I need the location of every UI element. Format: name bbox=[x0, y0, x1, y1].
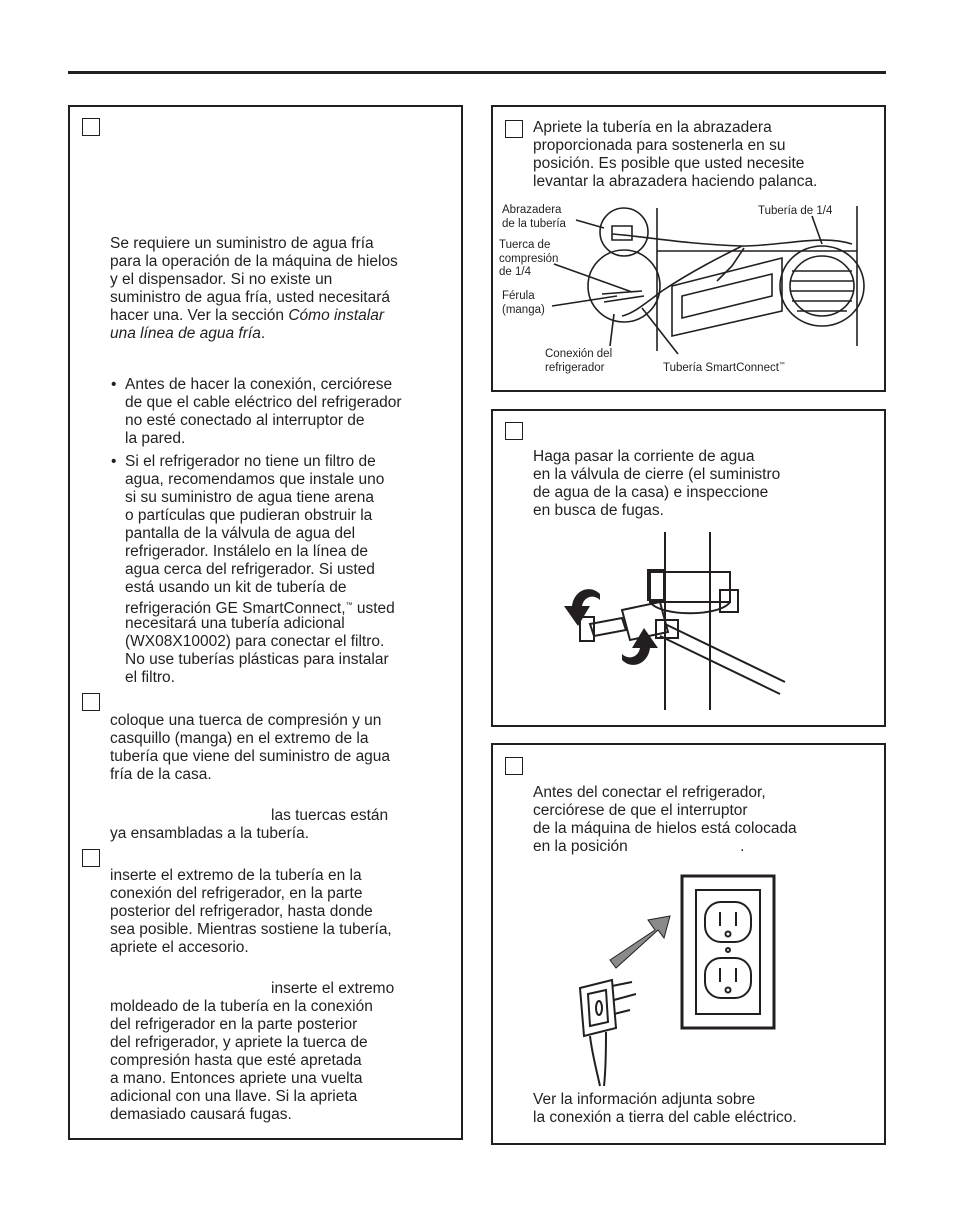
step2-line: fría de la casa. bbox=[110, 766, 212, 783]
step3-line: sea posible. Mientras sostiene la tubería, bbox=[110, 921, 392, 938]
tube-quarter-label: Tubería de 1/4 bbox=[758, 205, 833, 217]
period: . bbox=[260, 325, 266, 342]
plug-text-line: cerciórese de que el interruptor bbox=[533, 802, 748, 819]
step2-note: las tuercas están bbox=[271, 807, 389, 824]
bullet1-line: la pared. bbox=[125, 430, 186, 447]
step3-line: conexión del refrigerador, en la parte bbox=[110, 885, 363, 902]
bullet2-text: refrigeración GE SmartConnect, bbox=[125, 600, 346, 618]
top-rule bbox=[68, 71, 886, 74]
intro-line: y el dispensador. Si no existe un bbox=[110, 271, 333, 288]
compression-nut-label: Tuerca de compresión de 1/4 bbox=[499, 239, 559, 278]
intro-line: para la operación de la máquina de hielos bbox=[110, 253, 398, 270]
step-checkbox-1[interactable] bbox=[82, 118, 100, 136]
smartconnect-text: Tubería SmartConnect bbox=[663, 361, 779, 374]
section-reference: Cómo instalar bbox=[288, 307, 384, 324]
step-checkbox-4[interactable] bbox=[505, 120, 523, 138]
clamp-text-line: levantar la abrazadera haciendo palanca. bbox=[533, 173, 818, 190]
smartconnect-label bbox=[663, 359, 785, 375]
bullet2-line: Si el refrigerador no tiene un filtro de bbox=[125, 453, 376, 470]
step2-line: tubería que viene del suministro de agua bbox=[110, 748, 391, 765]
bullet2-line: (WX08X10002) para conectar el filtro. bbox=[125, 633, 385, 650]
bullet2-line: refrigerador. Instálelo en la línea de bbox=[125, 543, 368, 560]
plug-footer-line: la conexión a tierra del cable eléctrico. bbox=[533, 1109, 797, 1126]
bullet2-line: o partículas que pudieran obstruir la bbox=[125, 507, 373, 524]
intro-text: hacer una. Ver la sección bbox=[110, 307, 289, 324]
step-checkbox-2[interactable] bbox=[82, 693, 100, 711]
bullet1-line: de que el cable eléctrico del refrigerador bbox=[125, 394, 402, 411]
clamp-label: Abrazadera de la tubería bbox=[502, 204, 566, 230]
refrigerator-connection-label: Conexión del refrigerador bbox=[545, 348, 613, 374]
step3b-line: del refrigerador, y apriete la tuerca de bbox=[110, 1034, 368, 1051]
step3b-line: inserte el extremo bbox=[271, 980, 395, 997]
bullet2-line: agua, recomendamos que instale uno bbox=[125, 471, 385, 488]
bullet2-line: el filtro. bbox=[125, 669, 175, 686]
step3b-line: a mano. Entonces apriete una vuelta bbox=[110, 1070, 363, 1087]
step-checkbox-6[interactable] bbox=[505, 757, 523, 775]
bullet2-line: No use tuberías plásticas para instalar bbox=[125, 651, 389, 668]
bullet2-line: pantalla de la válvula de agua del bbox=[125, 525, 356, 542]
bullet2-line: agua cerca del refrigerador. Si usted bbox=[125, 561, 375, 578]
step3-line: posterior del refrigerador, hasta donde bbox=[110, 903, 373, 920]
plug-text-line bbox=[533, 838, 744, 856]
step2-note: ya ensambladas a la tubería. bbox=[110, 825, 310, 842]
trademark-mark: ™ bbox=[778, 362, 785, 368]
step2-line: coloque una tuerca de compresión y un bbox=[110, 712, 382, 729]
bullet2-text: usted bbox=[352, 600, 395, 618]
bullet-marker: • bbox=[111, 453, 117, 470]
step2-line: casquillo (manga) en el extremo de la bbox=[110, 730, 369, 747]
step3b-line: adicional con una llave. Si la aprieta bbox=[110, 1088, 358, 1105]
step3b-line: del refrigerador en la parte posterior bbox=[110, 1016, 358, 1033]
step3-line: inserte el extremo de la tubería en la bbox=[110, 867, 362, 884]
bullet2-line: si su suministro de agua tiene arena bbox=[125, 489, 375, 506]
shutoff-valve-illustration bbox=[560, 532, 790, 712]
bullet1-line: no esté conectado al interruptor de bbox=[125, 412, 365, 429]
clamp-text-line: posición. Es posible que usted necesite bbox=[533, 155, 805, 172]
intro-line-with-link bbox=[110, 307, 384, 325]
clamp-text-line: Apriete la tubería en la abrazadera bbox=[533, 119, 772, 136]
intro-line: Se requiere un suministro de agua fría bbox=[110, 235, 374, 252]
bullet-marker: • bbox=[111, 376, 117, 393]
water-text-line: en busca de fugas. bbox=[533, 502, 664, 519]
plug-text: en la posición bbox=[533, 838, 633, 855]
bullet2-line: necesitará una tubería adicional bbox=[125, 615, 345, 632]
step3-line: apriete el accesorio. bbox=[110, 939, 249, 956]
step-checkbox-5[interactable] bbox=[505, 422, 523, 440]
water-text-line: Haga pasar la corriente de agua bbox=[533, 448, 755, 465]
bullet1-line: Antes de hacer la conexión, cerciórese bbox=[125, 376, 393, 393]
period: . bbox=[740, 838, 745, 855]
section-reference: una línea de agua fría bbox=[110, 325, 261, 342]
step3b-line: moldeado de la tubería en la conexión bbox=[110, 998, 373, 1015]
intro-line: suministro de agua fría, usted necesitará bbox=[110, 289, 391, 306]
outlet-plug-illustration bbox=[560, 868, 785, 1090]
plug-footer-line: Ver la información adjunta sobre bbox=[533, 1091, 756, 1108]
water-text-line: en la válvula de cierre (el suministro bbox=[533, 466, 781, 483]
clamp-text-line: proporcionada para sostenerla en su bbox=[533, 137, 786, 154]
water-text-line: de agua de la casa) e inspeccione bbox=[533, 484, 769, 501]
intro-line-with-link bbox=[110, 325, 265, 343]
trademark-mark: ™ bbox=[345, 602, 353, 609]
bullet2-line: está usando un kit de tubería de bbox=[125, 579, 347, 596]
plug-text-line: Antes del conectar el refrigerador, bbox=[533, 784, 766, 801]
step3b-line: compresión hasta que esté apretada bbox=[110, 1052, 362, 1069]
step-checkbox-3[interactable] bbox=[82, 849, 100, 867]
plug-text-line: de la máquina de hielos está colocada bbox=[533, 820, 797, 837]
step3b-line: demasiado causará fugas. bbox=[110, 1106, 292, 1123]
ferrule-label: Férula (manga) bbox=[502, 290, 545, 316]
